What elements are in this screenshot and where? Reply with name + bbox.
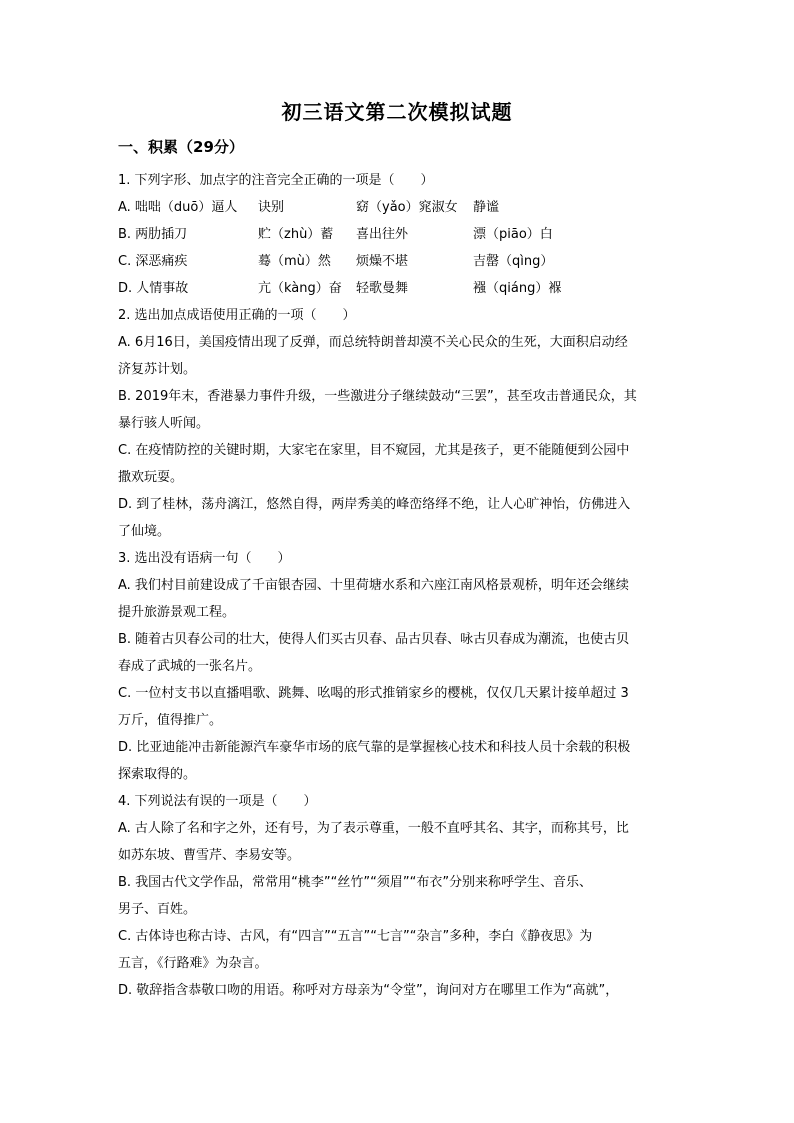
option-text: 静谧 bbox=[473, 200, 500, 215]
question-3-line: 春成了武城的一张名片。 bbox=[118, 659, 262, 674]
option-text: 漂（piāo）白 bbox=[473, 227, 553, 242]
question-4-line: C. 古体诗也称古诗、古风，有“四言”“五言”“七言”“杂言”多种，李白《静夜思》为 bbox=[118, 929, 593, 944]
question-4-line: 如苏东坡、曹雪芹、李易安等。 bbox=[118, 848, 301, 863]
question-3-line: 万斤，值得推广。 bbox=[118, 713, 223, 728]
question-2-line: B. 2019年末，香港暴力事件升级，一些激进分子继续鼓动“三罢”，甚至攻击普通民众，其 bbox=[118, 389, 637, 404]
question-2-stem: 2. 选出加点成语使用正确的一项（ ） bbox=[118, 308, 356, 323]
question-3-line: C. 一位村支书以直播唱歌、跳舞、吆喝的形式推销家乡的樱桃，仅仅几天累计接单超过 3 bbox=[118, 686, 629, 701]
question-2-line: 济复苏计划。 bbox=[118, 362, 197, 377]
option-text: A. 咄咄（duō）逼人 bbox=[118, 200, 238, 215]
question-3-stem: 3. 选出没有语病一句（ ） bbox=[118, 551, 291, 566]
question-3-line: 探索取得的。 bbox=[118, 767, 197, 782]
option-text: 蓦（mù）然 bbox=[258, 254, 331, 269]
question-2-line: D. 到了桂林，荡舟漓江，悠然自得，两岸秀美的峰峦络绎不绝，让人心旷神怡，仿佛进入 bbox=[118, 497, 631, 512]
option-text: D. 人情事故 bbox=[118, 281, 189, 296]
question-4-line: 男子、百姓。 bbox=[118, 902, 197, 917]
question-list bbox=[118, 167, 678, 1004]
question-2-line: 了仙境。 bbox=[118, 524, 171, 539]
question-4-line: D. 敬辞指含恭敬口吻的用语。称呼对方母亲为“令堂”，询问对方在哪里工作为“高就”， bbox=[118, 983, 619, 998]
question-2-line: A. 6月16日，美国疫情出现了反弹，而总统特朗普却漠不关心民众的生死，大面积启动经 bbox=[118, 335, 628, 350]
question-1-option-c bbox=[118, 248, 678, 275]
question-3-line: B. 随着古贝春公司的壮大，使得人们买古贝春、品古贝春、咏古贝春成为潮流，也使古贝 bbox=[118, 632, 630, 647]
option-text: 贮（zhù）蓄 bbox=[258, 227, 334, 242]
question-4-stem: 4. 下列说法有误的一项是（ ） bbox=[118, 794, 317, 809]
question-4-line: 五言，《行路难》为杂言。 bbox=[118, 956, 268, 971]
option-text: 喜出往外 bbox=[356, 227, 409, 242]
option-text: 吉罄（qìng） bbox=[473, 254, 554, 269]
question-3-line: D. 比亚迪能冲击新能源汽车豪华市场的底气靠的是掌握核心技术和科技人员十余载的积极 bbox=[118, 740, 631, 755]
question-4-line: A. 古人除了名和字之外，还有号，为了表示尊重，一般不直呼其名、其字，而称其号，比 bbox=[118, 821, 629, 836]
question-1-option-d bbox=[118, 275, 678, 302]
option-text: 窈（yǎo）窕淑女 bbox=[356, 200, 458, 215]
question-1-option-b bbox=[118, 221, 678, 248]
option-text: 诀别 bbox=[258, 200, 285, 215]
option-text: 襁（qiáng）褓 bbox=[473, 281, 562, 296]
option-text: 亢（kàng）奋 bbox=[258, 281, 342, 296]
question-3-line: A. 我们村目前建设成了千亩银杏园、十里荷塘水系和六座江南风格景观桥，明年还会继续 bbox=[118, 578, 629, 593]
question-2-line: 撒欢玩耍。 bbox=[118, 470, 184, 485]
section-heading: 一、积累（29分） bbox=[118, 138, 244, 156]
option-text: 轻歌曼舞 bbox=[356, 281, 409, 296]
question-3-line: 提升旅游景观工程。 bbox=[118, 605, 236, 620]
option-text: B. 两肋插刀 bbox=[118, 227, 188, 242]
question-4-line: B. 我国古代文学作品，常常用“桃李”“丝竹”“须眉”“布衣”分别来称呼学生、音乐、 bbox=[118, 875, 593, 890]
question-2-line: C. 在疫情防控的关键时期，大家宅在家里，目不窥园，尤其是孩子，更不能随便到公园中 bbox=[118, 443, 630, 458]
option-text: 烦燥不堪 bbox=[356, 254, 409, 269]
question-2-line: 暴行骇人听闻。 bbox=[118, 416, 210, 431]
page-title: 初三语文第二次模拟试题 bbox=[281, 100, 513, 124]
option-text: C. 深恶痛疾 bbox=[118, 254, 188, 269]
question-1-stem: 1. 下列字形、加点字的注音完全正确的一项是（ ） bbox=[118, 173, 434, 188]
question-1-option-a bbox=[118, 194, 678, 221]
